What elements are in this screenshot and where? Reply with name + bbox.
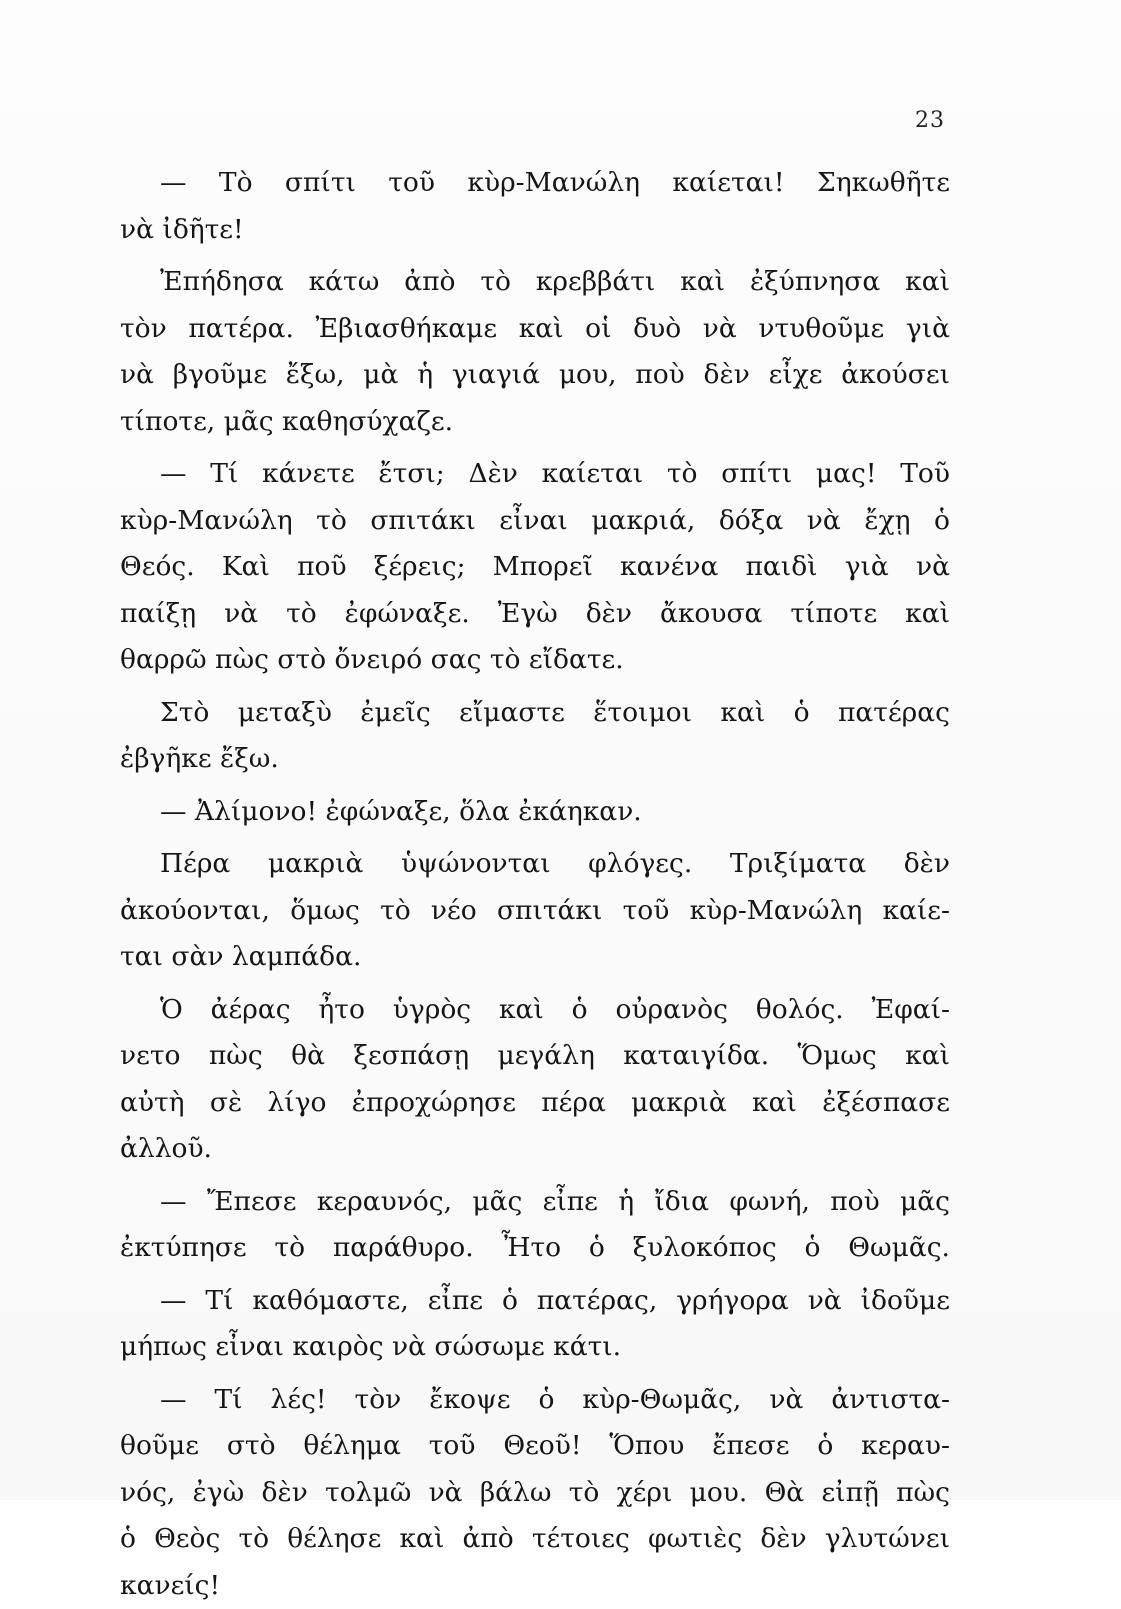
text-line: παίξῃ νὰ τὸ ἐφώναξε. Ἐγὼ δὲν ἄκουσα τίποτε καὶ xyxy=(120,591,950,638)
text-line: Ἐπήδησα κάτω ἀπὸ τὸ κρεββάτι καὶ ἐξύπνησα καὶ xyxy=(120,259,950,306)
text-line: θοῦμε στὸ θέλημα τοῦ Θεοῦ! Ὅπου ἔπεσε ὁ κεραυ- xyxy=(120,1423,950,1470)
text-line: — Ἀλίμονο! ἐφώναξε, ὅλα ἐκάηκαν. xyxy=(120,789,950,836)
text-line: ὁ Θεὸς τὸ θέλησε καὶ ἀπὸ τέτοιες φωτιὲς δὲν γλυτώνει xyxy=(120,1516,950,1563)
text-line: νός, ἐγὼ δὲν τολμῶ νὰ βάλω τὸ χέρι μου. Θὰ εἰπῇ πὼς xyxy=(120,1470,950,1517)
text-line: — Τί λές! τὸν ἔκοψε ὁ κὺρ-Θωμᾶς, νὰ ἀντιστα- xyxy=(120,1377,950,1424)
text-line: ἀκούονται, ὅμως τὸ νέο σπιτάκι τοῦ κὺρ-Μανώλη καίε- xyxy=(120,888,950,935)
page-number: 23 xyxy=(915,108,945,133)
text-line: ἐβγῆκε ἔξω. xyxy=(120,736,950,783)
text-line: — Τί καθόμαστε, εἶπε ὁ πατέρας, γρήγορα νὰ ἰδοῦμε xyxy=(120,1278,950,1325)
text-line: ται σὰν λαμπάδα. xyxy=(120,934,950,981)
text-line: Πέρα μακριὰ ὑψώνονται φλόγες. Τριξίματα δὲν xyxy=(120,841,950,888)
text-line: — Ἔπεσε κεραυνός, μᾶς εἶπε ἡ ἴδια φωνή, ποὺ μᾶς xyxy=(120,1179,950,1226)
text-line: Στὸ μεταξὺ ἐμεῖς εἴμαστε ἕτοιμοι καὶ ὁ πατέρας xyxy=(120,690,950,737)
text-line: νετο πὼς θὰ ξεσπάσῃ μεγάλη καταιγίδα. Ὅμως καὶ xyxy=(120,1033,950,1080)
body-text xyxy=(120,160,950,1609)
text-line: νὰ ἰδῆτε! xyxy=(120,207,950,254)
text-line: θαρρῶ πὼς στὸ ὄνειρό σας τὸ εἴδατε. xyxy=(120,637,950,684)
text-line: Ὁ ἀέρας ἦτο ὑγρὸς καὶ ὁ οὐρανὸς θολός. Ἐφαί- xyxy=(120,987,950,1034)
text-line: μήπως εἶναι καιρὸς νὰ σώσωμε κάτι. xyxy=(120,1324,950,1371)
text-line: Θεός. Καὶ ποῦ ξέρεις; Μπορεῖ κανένα παιδὶ γιὰ νὰ xyxy=(120,544,950,591)
text-line: κὺρ-Μανώλη τὸ σπιτάκι εἶναι μακριά, δόξα νὰ ἔχῃ ὁ xyxy=(120,498,950,545)
text-line: ἐκτύπησε τὸ παράθυρο. Ἦτο ὁ ξυλοκόπος ὁ Θωμᾶς. xyxy=(120,1225,950,1272)
text-line: ἀλλοῦ. xyxy=(120,1126,950,1173)
text-line: τίποτε, μᾶς καθησύχαζε. xyxy=(120,399,950,446)
text-line: τὸν πατέρα. Ἐβιασθήκαμε καὶ οἱ δυὸ νὰ ντυθοῦμε γιὰ xyxy=(120,306,950,353)
text-line: — Τὸ σπίτι τοῦ κὺρ-Μανώλη καίεται! Σηκωθῆτε xyxy=(120,160,950,207)
text-line: κανείς! xyxy=(120,1563,950,1609)
text-line: — Τί κάνετε ἔτσι; Δὲν καίεται τὸ σπίτι μας! Τοῦ xyxy=(120,451,950,498)
text-line: αὐτὴ σὲ λίγο ἐπροχώρησε πέρα μακριὰ καὶ ἐξέσπασε xyxy=(120,1080,950,1127)
text-line: νὰ βγοῦμε ἔξω, μὰ ἡ γιαγιά μου, ποὺ δὲν εἶχε ἀκούσει xyxy=(120,352,950,399)
